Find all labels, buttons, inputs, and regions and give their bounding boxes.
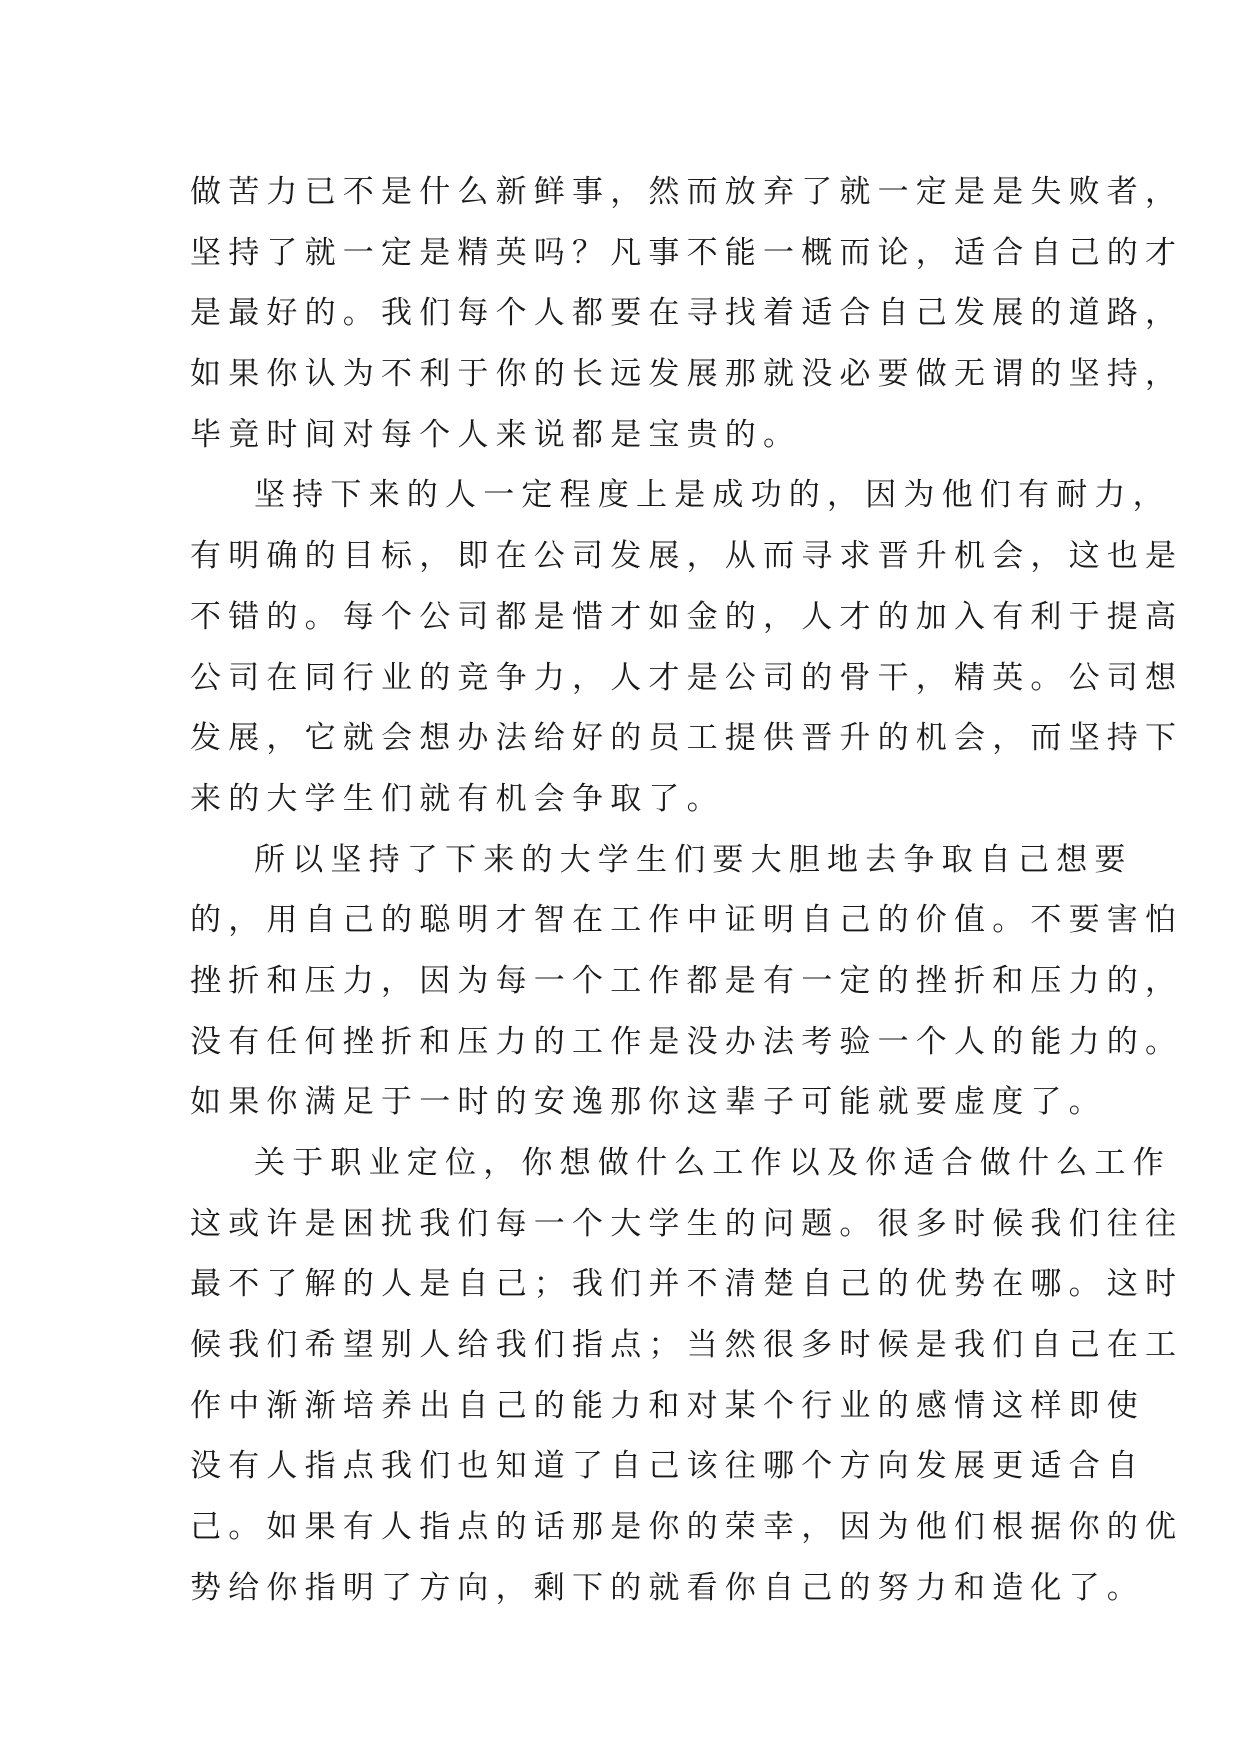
paragraph-4 xyxy=(190,1133,1184,1619)
text-line: 候我们希望别人给我们指点；当然很多时候是我们自己在工 xyxy=(190,1327,1184,1364)
text-line: 不错的。每个公司都是惜才如金的，人才的加入有利于提高 xyxy=(190,598,1184,635)
text-line: 作中渐渐培养出自己的能力和对某个行业的感情这样即使 xyxy=(190,1387,1145,1424)
paragraph-2 xyxy=(190,465,1184,829)
text-line: 毕竟时间对每个人来说都是宝贵的。 xyxy=(190,416,802,453)
text-line: 势给你指明了方向，剩下的就看你自己的努力和造化了。 xyxy=(190,1569,1145,1606)
text-line: 没有任何挫折和压力的工作是没办法考验一个人的能力的。 xyxy=(190,1023,1184,1060)
text-line: 所以坚持了下来的大学生们要大胆地去争取自己想要 xyxy=(254,841,1133,878)
text-line: 如果你满足于一时的安逸那你这辈子可能就要虚度了。 xyxy=(190,1084,1107,1121)
paragraph-1 xyxy=(190,162,1184,465)
text-line: 最不了解的人是自己；我们并不清楚自己的优势在哪。这时 xyxy=(190,1266,1184,1303)
text-line: 是最好的。我们每个人都要在寻找着适合自己发展的道路， xyxy=(190,295,1184,332)
text-line: 坚持了就一定是精英吗？凡事不能一概而论，适合自己的才 xyxy=(190,234,1184,271)
text-line: 关于职业定位，你想做什么工作以及你适合做什么工作 xyxy=(254,1145,1171,1181)
text-line: 己。如果有人指点的话那是你的荣幸，因为他们根据你的优 xyxy=(190,1509,1184,1546)
text-line: 的，用自己的聪明才智在工作中证明自己的价值。不要害怕 xyxy=(190,902,1184,939)
document-body xyxy=(190,162,1184,1619)
paragraph-3 xyxy=(190,830,1184,1133)
text-line: 公司在同行业的竞争力，人才是公司的骨干，精英。公司想 xyxy=(190,659,1184,696)
text-line: 有明确的目标，即在公司发展，从而寻求晋升机会，这也是 xyxy=(190,538,1184,575)
text-line: 发展，它就会想办法给好的员工提供晋升的机会，而坚持下 xyxy=(190,720,1184,757)
text-line: 挫折和压力，因为每一个工作都是有一定的挫折和压力的， xyxy=(190,962,1184,999)
text-line: 没有人指点我们也知道了自己该往哪个方向发展更适合自 xyxy=(190,1448,1145,1485)
text-line: 坚持下来的人一定程度上是成功的，因为他们有耐力， xyxy=(254,477,1171,514)
text-line: 这或许是困扰我们每一个大学生的问题。很多时候我们往往 xyxy=(190,1205,1184,1242)
text-line: 做苦力已不是什么新鲜事，然而放弃了就一定是是失败者， xyxy=(190,174,1184,210)
text-line: 来的大学生们就有机会争取了。 xyxy=(190,780,725,817)
text-line: 如果你认为不利于你的长远发展那就没必要做无谓的坚持， xyxy=(190,356,1184,393)
